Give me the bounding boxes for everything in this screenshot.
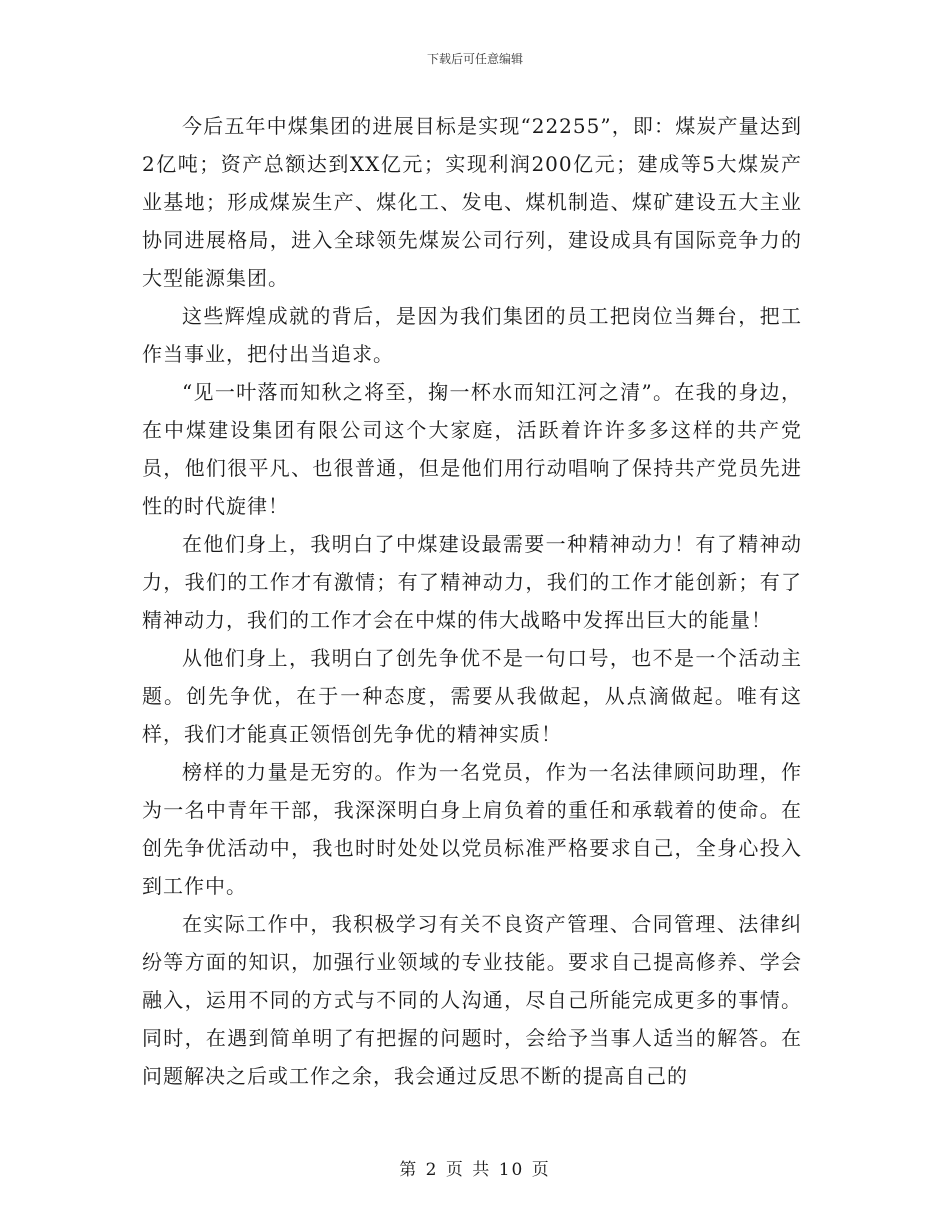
paragraph: 今后五年中煤集团的进展目标是实现“22255”，即：煤炭产量达到2亿吨；资产总额达到XX亿元；实现利润200亿元；建成等5大煤炭产业基地；形成煤炭生产、煤化工、发电、煤机制造、煤矿建设五大主业协同进展格局，进入全球领先煤炭公司行列，建设成具有国际竞争力的大型能源集团。 [142,114,802,290]
page-number: 第 2 页 共 10 页 [399,1160,551,1180]
paragraph: 在实际工作中，我积极学习有关不良资产管理、合同管理、法律纠纷等方面的知识，加强行业领域的专业技能。要求自己提高修养、学会融入，运用不同的方式与不同的人沟通，尽自己所能完成更多的事情。同时，在遇到简单明了有把握的问题时，会给予当事人适当的解答。在问题解决之后或工作之余，我会通过反思不断的提高自己的 [142,912,802,1088]
document-body [142,107,802,1095]
paragraph: 在他们身上，我明白了中煤建设最需要一种精神动力！有了精神动力，我们的工作才有激情；有了精神动力，我们的工作才能创新；有了精神动力，我们的工作才会在中煤的伟大战略中发挥出巨大的能量！ [142,532,802,632]
paragraph: 榜样的力量是无穷的。作为一名党员，作为一名法律顾问助理，作为一名中青年干部，我深深明白身上肩负着的重任和承载着的使命。在创先争优活动中，我也时时处处以党员标准严格要求自己，全身心投入到工作中。 [142,760,802,898]
paragraph: “见一叶落而知秋之将至，掬一杯水而知江河之清”。在我的身边，在中煤建设集团有限公司这个大家庭，活跃着许许多多这样的共产党员，他们很平凡、也很普通，但是他们用行动唱响了保持共产党员先进性的时代旋律！ [142,380,802,518]
page-header: 下载后可任意编辑 [426,52,523,66]
paragraph: 从他们身上，我明白了创先争优不是一句口号，也不是一个活动主题。创先争优，在于一种态度，需要从我做起，从点滴做起。唯有这样，我们才能真正领悟创先争优的精神实质！ [142,646,802,746]
paragraph: 这些辉煌成就的背后，是因为我们集团的员工把岗位当舞台，把工作当事业，把付出当追求。 [142,304,802,366]
